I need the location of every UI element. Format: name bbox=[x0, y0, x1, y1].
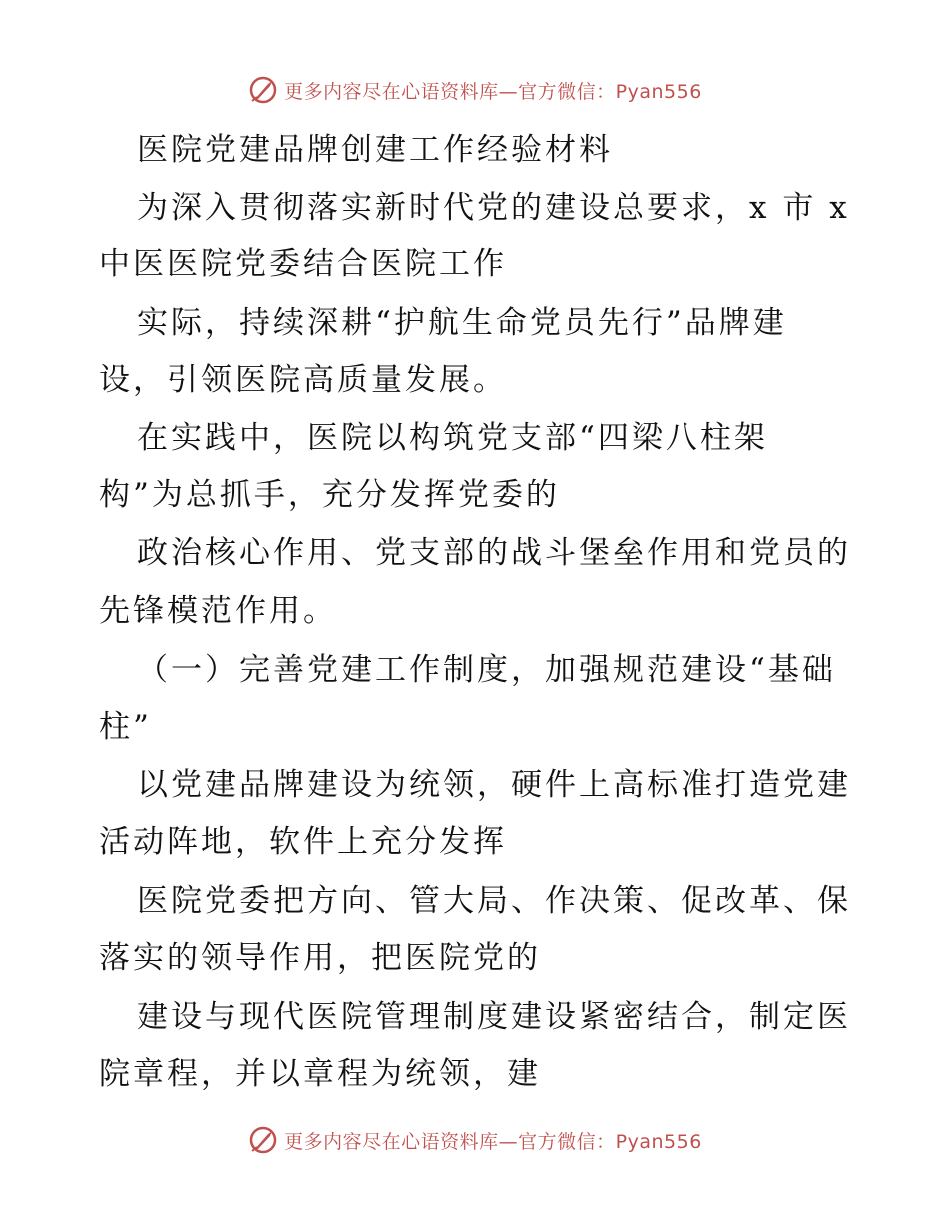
section-heading-continued: 柱” bbox=[99, 709, 152, 745]
body-line: 院章程，并以章程为统领，建 bbox=[99, 1056, 541, 1092]
header-watermark bbox=[0, 70, 950, 110]
body-line: 政治核心作用、党支部的战斗堡垒作用和党员的 bbox=[137, 535, 851, 571]
body-line: 中医医院党委结合医院工作 bbox=[99, 246, 507, 282]
body-line: 设，引领医院高质量发展。 bbox=[99, 362, 507, 398]
body-line: 医院党委把方向、管大局、作决策、促改革、保 bbox=[137, 883, 851, 919]
watermark-text: 更多内容尽在心语资料库—官方微信：Pyan556 bbox=[284, 1130, 702, 1153]
body-line: 为深入贯彻落实新时代党的建设总要求，x 市 x bbox=[137, 190, 850, 226]
body-line: 落实的领导作用，把医院党的 bbox=[99, 940, 541, 976]
quill-logo-icon bbox=[248, 1125, 278, 1155]
footer-watermark bbox=[0, 1120, 950, 1160]
body-line: 构”为总抓手，充分发挥党委的 bbox=[99, 477, 560, 513]
document-title: 医院党建品牌创建工作经验材料 bbox=[137, 132, 613, 168]
body-line: 活动阵地，软件上充分发挥 bbox=[99, 824, 507, 860]
watermark-text: 更多内容尽在心语资料库—官方微信：Pyan556 bbox=[284, 80, 702, 103]
section-heading: （一）完善党建工作制度，加强规范建设“基础 bbox=[137, 652, 836, 688]
body-line: 建设与现代医院管理制度建设紧密结合，制定医 bbox=[137, 999, 851, 1035]
body-line: 实际，持续深耕“护航生命党员先行”品牌建 bbox=[137, 305, 787, 341]
quill-logo-icon bbox=[248, 75, 278, 105]
body-line: 在实践中，医院以构筑党支部“四梁八柱架 bbox=[137, 420, 768, 456]
body-line: 以党建品牌建设为统领，硬件上高标准打造党建 bbox=[137, 767, 851, 803]
body-line: 先锋模范作用。 bbox=[99, 593, 337, 629]
